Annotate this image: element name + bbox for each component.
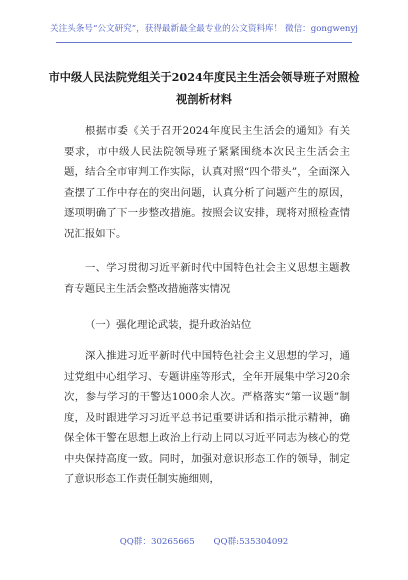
header-divider [56,42,352,43]
section-heading: 一、学习贯彻习近平新时代中国特色社会主义思想主题教育专题民主生活会整改措施落实情况 [64,262,350,295]
footer [0,535,408,547]
document-title: 市中级人民法院党组关于2024年度民主生活会领导班子对照检视剖析材料 [48,70,360,106]
intro-paragraph: 根据市委《关于召开2024年度民主生活会的通知》有关要求，市中级人民法院领导班子紧紧围绕本次民主生活会主题，结合全市审判工作实际，认真对照“四个带头”，全面深入查摆了工作中存在的突出问题，认真分析了问题产生的原因，逐项明确了下一步整改措施。按照会议安排，现将对照检查情况汇报如下。 [64,125,350,240]
subsection-heading: （一）强化理论武装，提升政治站位 [85,319,252,331]
body-paragraph: 深入推进习近平新时代中国特色社会主义思想的学习，通过党组中心组学习、专题讲座等形式，全年开展集中学习20余次，参与学习的干警达1000余人次。严格落实“第一议题”制度，及时跟进学习习近平总书记重要讲话和指示批示精神，确保全体干警在思想上政治上行动上同以习近平同志为核心的党中央保持高度一致。同时，加强对意识形态工作的领导，制定了意识形态工作责任制实施细则， [64,350,350,485]
footer-qq-group-2: QQ群:535304092 [213,537,289,547]
footer-qq-group-1: QQ群：30265665 [119,537,195,547]
header-banner: 关注头条号“公文研究”，获得最新最全最专业的公文资料库！ 微信：gongwenyj [50,24,358,34]
